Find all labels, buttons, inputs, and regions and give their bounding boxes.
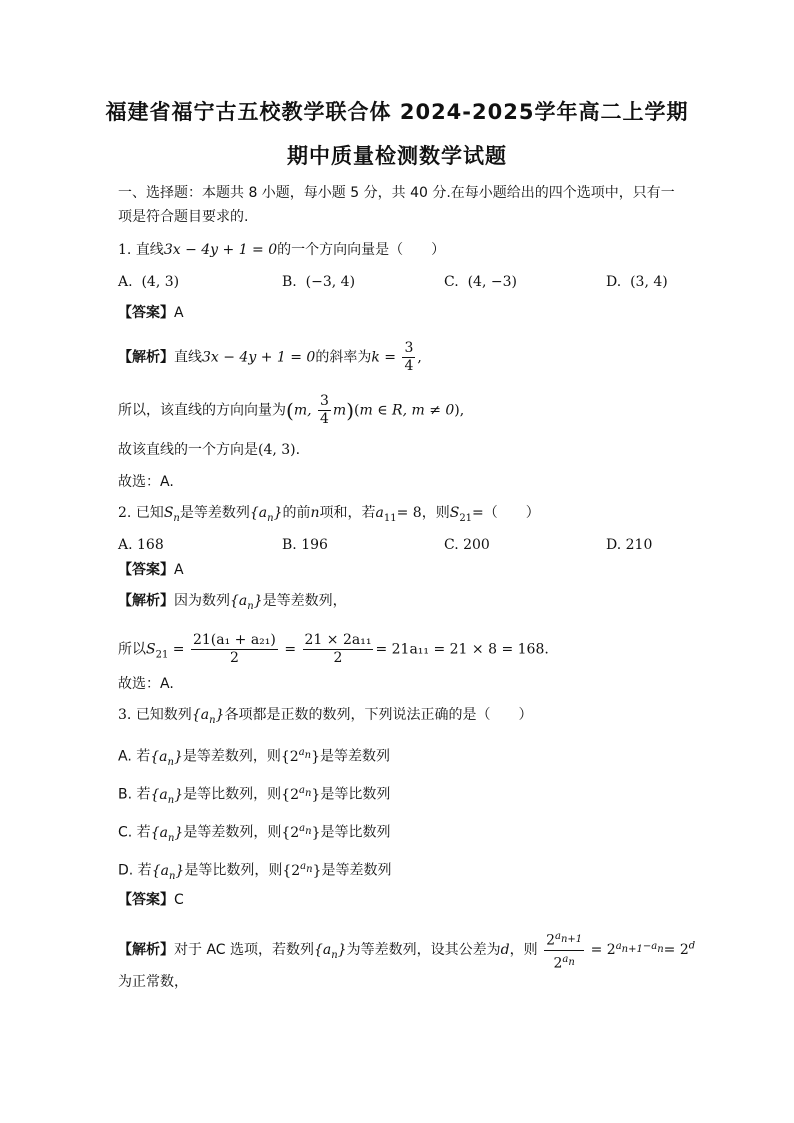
q3-option-d: D. 若$\{a_n\}$是等比数列，则$\{2^{a_n}\}$是等差数列: [118, 861, 392, 882]
question-3-stem: 3. 已知数列$\{a_n\}$各项都是正数的数列，下列说法正确的是（ ）: [118, 707, 533, 726]
q1-analysis-line-3: 故该直线的一个方向是(4, 3).: [118, 442, 301, 458]
q1-option-c: C. (4, −3): [444, 274, 517, 290]
q3-answer: 【答案】C: [118, 892, 184, 908]
q2-choose: 故选：A.: [118, 676, 174, 692]
q2-analysis-line-1: 【解析】因为数列$\{a_n\}$是等差数列，: [118, 593, 347, 612]
q3-option-a: A. 若$\{a_n\}$是等差数列，则$\{2^{a_n}\}$是等差数列: [118, 747, 391, 768]
q2-answer: 【答案】A: [118, 562, 184, 578]
question-1-stem: 1. 直线3x − 4y + 1 = 0的一个方向向量是（ ）: [118, 242, 446, 258]
q3-analysis-line-1: 【解析】对于 AC 选项，若数列$\{a_n\}$为等差数列，设其公差为d，则 $\frac{2^{a_{n+1}}}{2^{a_n}}$ = $2^{a_{n+1}-a_n}= 2^d$: [118, 928, 695, 972]
q1-option-b: B. (−3, 4): [282, 274, 356, 290]
q3-option-b: B. 若$\{a_n\}$是等比数列，则$\{2^{a_n}\}$是等比数列: [118, 785, 391, 806]
q1-analysis-line-1: 【解析】直线3x − 4y + 1 = 0的斜率为k = $\frac{3}{4}$ ,: [118, 340, 422, 374]
q1-analysis-line-2: 所以，该直线的方向向量为(m, $\frac{3}{4}$ m)(m ∈ R, m ≠ 0),: [118, 393, 465, 427]
section-heading-line-1: 一、选择题：本题共 8 小题，每小题 5 分，共 40 分.在每小题给出的四个选项中，只有一: [118, 185, 675, 201]
q1-option-a: A. (4, 3): [118, 274, 180, 290]
q1-choose: 故选：A.: [118, 474, 174, 490]
q3-analysis-line-2: 为正常数，: [118, 974, 188, 990]
q3-option-c: C. 若$\{a_n\}$是等差数列，则$\{2^{a_n}\}$是等比数列: [118, 823, 391, 844]
q2-option-b: B. 196: [282, 537, 328, 553]
question-number: 1.: [118, 242, 132, 258]
title-line-1: 福建省福宁古五校教学联合体 2024-2025学年高二上学期: [105, 100, 689, 124]
q1-option-d: D. (3, 4): [606, 274, 668, 290]
question-2-stem: 2. 已知$S_n$是等差数列$\{a_n\}$的前n项和，若$a_{11}= 8$，则$S_{21}=$（ ）: [118, 505, 540, 524]
title-line-2: 期中质量检测数学试题: [287, 144, 507, 168]
line-equation: 3x − 4y + 1 = 0: [163, 242, 278, 258]
q2-option-d: D. 210: [606, 537, 653, 553]
section-heading-line-2: 项是符合题目要求的.: [118, 209, 249, 225]
q1-answer: 【答案】A: [118, 305, 184, 321]
q2-analysis-line-2: 所以$S_{21}$ = $\frac{\text{21(a₁ + a₂₁)}}{2}$ = $\frac{\text{21 × 2a₁₁}}{2}$ = 21a₁₁ = 21 × 8 = 168.: [118, 632, 549, 666]
q2-option-c: C. 200: [444, 537, 490, 553]
q2-option-a: A. 168: [118, 537, 164, 553]
